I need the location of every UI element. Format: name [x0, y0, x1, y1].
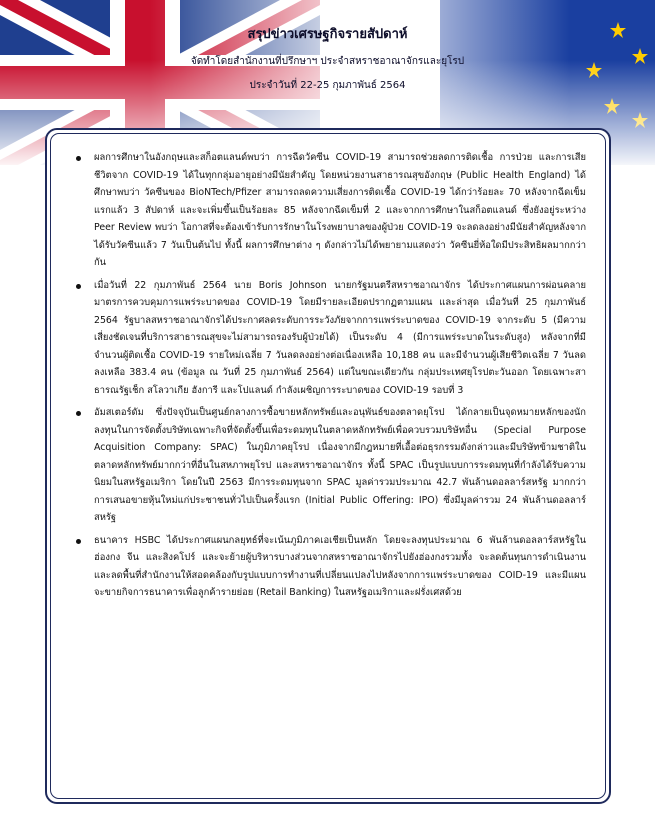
bullet-icon [76, 539, 81, 544]
news-item [62, 532, 586, 602]
bullet-icon [76, 284, 81, 289]
news-item-text: ธนาคาร HSBC ได้ประกาศแผนกลยุทธ์ที่จะเน้นภูมิภาคเอเชียเป็นหลัก โดยจะลงทุนประมาณ 6 พันล้านดอลลาร์สหรัฐในฮ่องกง จีน และสิงคโปร์ และจะย้ายผู้บริหารบางส่วนจากสหราชอาณาจักรไปยังฮ่องกงรวมทั้ง จะลดต้นทุนการดำเนินงานและลดพื้นที่สำนักงานให้สอดคล้องกับรูปแบบการทำงานที่เปลี่ยนแปลงไปหลังจากการแพร่ระบาดของ COID-19 และมีแผนจะขายกิจการธนาคารเพื่อลูกค้ารายย่อย (Retail Banking) ในสหรัฐอเมริกาและฝรั่งเศสด้วย [94, 534, 586, 598]
news-item [62, 277, 586, 400]
news-list [62, 149, 586, 607]
bullet-icon [76, 411, 81, 416]
news-item [62, 149, 586, 272]
page-date: ประจำวันที่ 22-25 กุมภาพันธ์ 2564 [249, 80, 406, 91]
news-item-text: อัมสเตอร์ดัม ซึ่งปัจจุบันเป็นศูนย์กลางการซื้อขายหลักทรัพย์และอนุพันธ์ของตลาดยุโรป ได้กลายเป็นจุดหมายหลักของนักลงทุนในการจัดตั้งบริษัทเฉพาะกิจที่จัดตั้งขึ้นเพื่อระดมทุนในตลาดหลักทรัพย์เพื่อควบรวมบริษัทอื่น (Special Purpose Acquisition Company: SPAC) ในภูมิภาคยุโรป เนื่องจากมีกฎหมายที่เอื้อต่อธุรกรรมดังกล่าวและมีบริษัทข้ามชาติในตลาดหลักทรัพย์มากกว่าที่อื่นในสหภาพยุโรป และสหราชอาณาจักร ทั้งนี้ SPAC เป็นรูปแบบการระดมทุนที่กำลังได้รับความนิยมในสหรัฐอเมริกา โดยในปี 2563 มีการระดมทุนจาก SPAC มูลค่ารวมประมาณ 42.7 พันล้านดอลลาร์สหรัฐ มากกว่าการเสนอขายหุ้นใหม่แก่ประชาชนทั่วไปเป็นครั้งแรก (Initial Public Offering: IPO) ซึ่งมีมูลค่ารวม 24 พันล้านดอลลาร์สหรัฐ [94, 407, 586, 523]
news-item-text: เมื่อวันที่ 22 กุมภาพันธ์ 2564 นาย Boris Johnson นายกรัฐมนตรีสหราชอาณาจักร ได้ประกาศแผนการผ่อนคลายมาตรการควบคุมการแพร่ระบาดของ COVID-19 โดยมีรายละเอียดปรากฏตามแผน และล่าสุด เมื่อวันที่ 25 กุมภาพันธ์ 2564 รัฐบาลสหราชอาณาจักรได้ประกาศลดระดับการระวังภัยจากการแพร่ระบาดของ COVID-19 จากระดับ 5 (มีความเสี่ยงชัดเจนที่บริการสาธารณสุขจะไม่สามารถรองรับผู้ป่วยได้) เป็นระดับ 4 (มีการแพร่ระบาดในระดับสูง) หลังจากที่มีจำนวนผู้ติดเชื้อ COVID-19 รายใหม่เฉลี่ย 7 วันลดลงอย่างต่อเนื่องเหลือ 10,188 คน และมีจำนวนผู้เสียชีวิตเฉลี่ย 7 วันลดลงเหลือ 383.4 คน (ข้อมูล ณ วันที่ 25 กุมภาพันธ์ 2564) แต่ในขณะเดียวกัน กลุ่มประเทศยุโรปตะวันออก โดยเฉพาะสาธารณรัฐเช็ก สโลวาเกีย ฮังการี และโปแลนด์ กำลังเผชิญการระบาดของ COVID-19 รอบที่ 3 [94, 279, 586, 396]
bullet-icon [76, 156, 81, 161]
page-title: สรุปข่าวเศรษฐกิจรายสัปดาห์ [247, 27, 408, 42]
news-item [62, 404, 586, 527]
page-header [0, 26, 655, 93]
news-item-text: ผลการศึกษาในอังกฤษและสก็อตแลนด์พบว่า การฉีดวัคซีน COVID-19 สามารถช่วยลดการติดเชื้อ การป่วย และการเสียชีวิตจาก COVID-19 ได้ในทุกกลุ่มอายุอย่างมีนัยสำคัญ โดยหน่วยงานสาธารณสุขอังกฤษ (Public Health England) ได้ศึกษาพบว่า วัคซีนของ BioNTech/Pfizer สามารถลดความเสี่ยงการติดเชื้อ COVID-19 ได้กว่าร้อยละ 70 หลังจากฉีดเข็มแรกแล้ว 3 สัปดาห์ และจะเพิ่มขึ้นเป็นร้อยละ 85 หลังจากฉีดเข็มที่ 2 และจากการศึกษาในสก็อตแลนด์ ซึ่งยังอยู่ระหว่าง Peer Review พบว่า โอกาสที่จะต้องเข้ารับการรักษาในโรงพยาบาลของผู้ป่วย COVID-19 จะลดลงอย่างมีนัยสำคัญหลังจากได้รับวัคซีนแล้ว 7 วันเป็นต้นไป ทั้งนี้ ผลการศึกษาต่าง ๆ ดังกล่าวไม่ได้พยายามแสดงว่า วัคซีนยี่ห้อใดมีประสิทธิผลมากกว่ากัน [94, 152, 586, 268]
page-subtitle: จัดทำโดยสำนักงานที่ปรึกษาฯ ประจำสหราชอาณาจักรและยุโรป [190, 56, 465, 67]
